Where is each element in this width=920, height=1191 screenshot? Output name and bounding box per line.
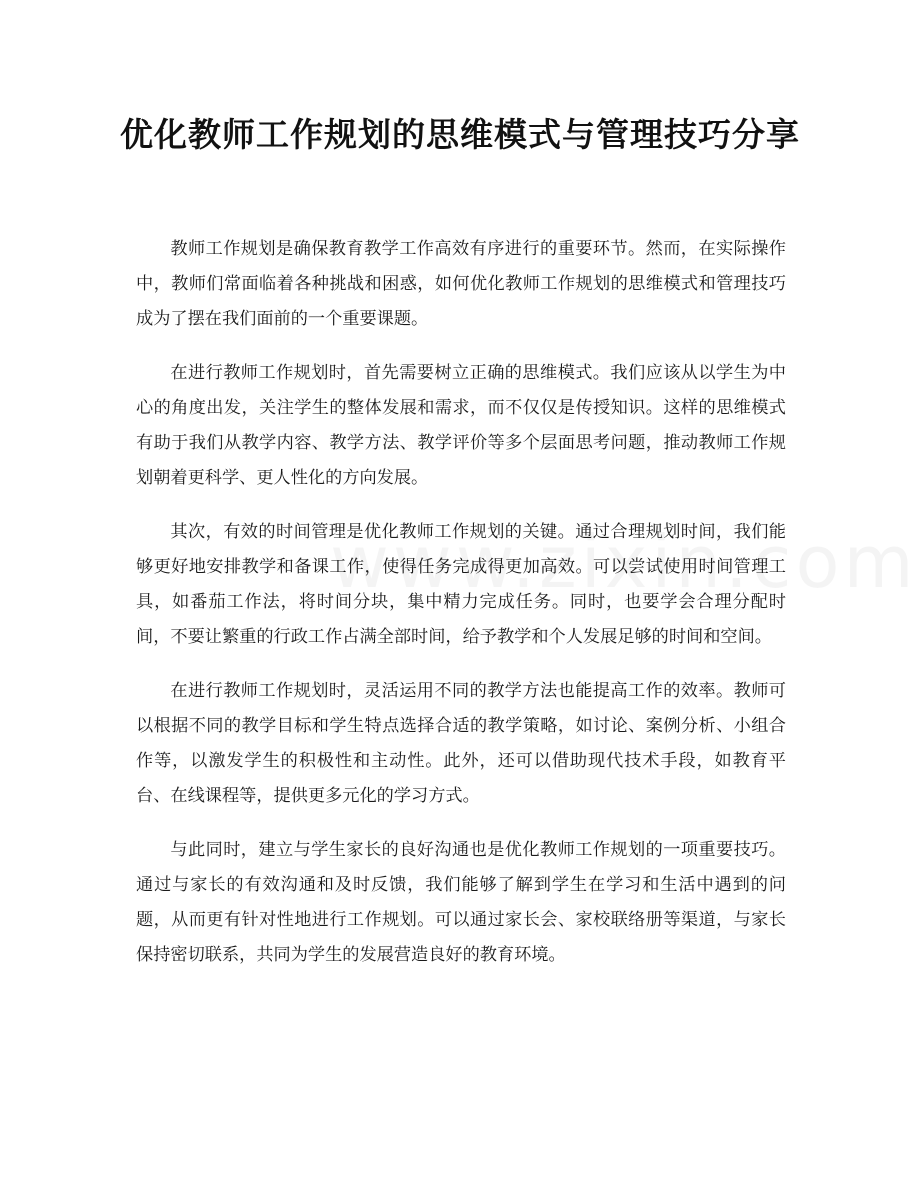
document-title: 优化教师工作规划的思维模式与管理技巧分享 bbox=[120, 115, 800, 154]
paragraph-5: 与此同时，建立与学生家长的良好沟通也是优化教师工作规划的一项重要技巧。通过与家长的有效沟通和及时反馈，我们能够了解到学生在学习和生活中遇到的问题，从而更有针对性地进行工作规划。可以通过家长会、家校联络册等渠道，与家长保持密切联系，共同为学生的发展营造良好的教育环境。 bbox=[136, 840, 786, 965]
paragraph-3: 其次，有效的时间管理是优化教师工作规划的关键。通过合理规划时间，我们能够更好地安排教学和备课工作，使得任务完成得更加高效。可以尝试使用时间管理工具，如番茄工作法，将时间分块，集中精力完成任务。同时，也要学会合理分配时间，不要让繁重的行政工作占满全部时间，给予教学和个人发展足够的时间和空间。 bbox=[136, 522, 786, 647]
paragraph-2: 在进行教师工作规划时，首先需要树立正确的思维模式。我们应该从以学生为中心的角度出发，关注学生的整体发展和需求，而不仅仅是传授知识。这样的思维模式有助于我们从教学内容、教学方法、教学评价等多个层面思考问题，推动教师工作规划朝着更科学、更人性化的方向发展。 bbox=[136, 363, 786, 488]
document-body bbox=[136, 232, 786, 992]
paragraph-1: 教师工作规划是确保教育教学工作高效有序进行的重要环节。然而，在实际操作中，教师们常面临着各种挑战和困惑，如何优化教师工作规划的思维模式和管理技巧成为了摆在我们面前的一个重要课题。 bbox=[136, 239, 786, 329]
paragraph-4: 在进行教师工作规划时，灵活运用不同的教学方法也能提高工作的效率。教师可以根据不同的教学目标和学生特点选择合适的教学策略，如讨论、案例分析、小组合作等，以激发学生的积极性和主动性。此外，还可以借助现代技术手段，如教育平台、在线课程等，提供更多元化的学习方式。 bbox=[136, 681, 786, 806]
